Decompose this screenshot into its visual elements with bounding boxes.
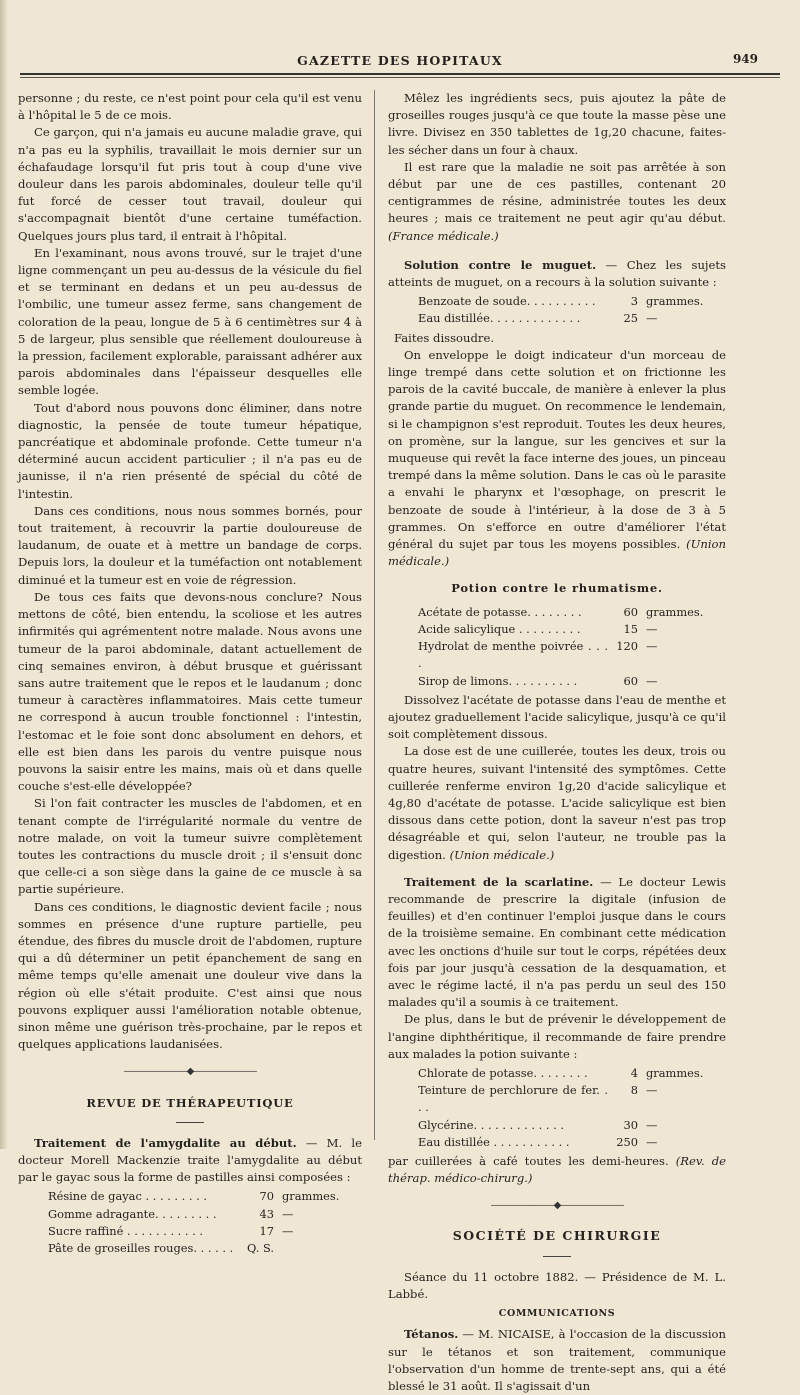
ingredient: Benzoate de soude. . . . . . . . . .	[418, 294, 596, 309]
journal-title: GAZETTE DES HOPITAUX	[297, 53, 503, 68]
section-title-chirurgie: SOCIÉTÉ DE CHIRURGIE	[452, 1227, 662, 1243]
ingredient: Acétate de potasse. . . . . . . .	[418, 604, 582, 619]
paragraph-text: La dose est de une cuillerée, toutes les deux, trois ou quatre heures, suivant l'intensité des symptômes. Cette cuillerée renferme environ 1g,20 d'acide salicylique et 4g,80 d'acétate de potasse. L'acide salicylique est bien dissous dans cette potion, dont la saveur n'est pas trop désagréable et qui, selon l'auteur, ne trouble pas la digestion.	[388, 744, 726, 862]
instruction	[388, 1153, 726, 1187]
subheading-communications: COMMUNICATIONS	[498, 1308, 616, 1320]
article-tetanos	[388, 1326, 726, 1395]
paragraph-text: Il est rare que la maladie ne soit pas arrêtée à son début par une de ces pastilles, contenant 20 centigrammes de résine, administrée toutes les deux heures ; mais ce traitement ne peut agir qu'au début.	[388, 159, 726, 226]
recipe-amygdalite	[18, 1188, 362, 1257]
unit: —	[646, 673, 658, 688]
unit: —	[646, 311, 658, 326]
ingredient: Hydrolat de menthe poivrée . . . .	[418, 639, 608, 671]
recipe-row	[18, 1240, 362, 1257]
paragraph: personne ; du reste, ce n'est point pour cela qu'il est venu à l'hôpital le 5 de ce mois.	[18, 91, 362, 123]
quantity: 17	[259, 1223, 274, 1238]
page-header	[20, 53, 780, 73]
quantity: 25	[623, 311, 638, 326]
paragraph: Si l'on fait contracter les muscles de l'abdomen, et en tenant compte de l'irrégularité normale du ventre de notre malade, on voit la tumeur suivre complètement toutes les contractions du muscle droit ; il s'ensuit donc que celle-ci a son siège dans la gaine de ce muscle à sa partie supérieure.	[18, 796, 362, 897]
recipe-row	[388, 1117, 726, 1134]
recipe-row	[388, 673, 726, 690]
unit: —	[282, 1223, 294, 1238]
paragraph: De plus, dans le but de prévenir le développement de l'angine diphthéritique, il recommande de faire prendre aux malades la potion suivante :	[388, 1012, 726, 1061]
instruction: Faites dissoudre.	[394, 330, 495, 345]
right-column	[388, 90, 726, 1395]
page-number: 949	[732, 52, 758, 66]
source-citation: (Rev. de thérap. médico-chirurg.)	[388, 1153, 727, 1186]
article-lead: Traitement de la scarlatine.	[404, 874, 594, 889]
page-edge-shadow	[0, 0, 8, 1149]
quantity: 250	[616, 1134, 638, 1149]
article-muguet	[388, 257, 726, 291]
paragraph: Dans ces conditions, nous nous sommes bornés, pour tout traitement, à recouvrir la partie douloureuse de laudanum, de ouate et à mettre un bandage de corps. Depuis lors, la douleur et la tuméfaction ont notablement diminué et la tumeur est en voie de régression.	[18, 503, 362, 587]
recipe-row	[388, 1134, 726, 1151]
source-citation: (Union médicale.)	[449, 847, 555, 862]
column-separator	[374, 90, 375, 1140]
recipe-row	[388, 604, 726, 621]
unit: —	[646, 621, 658, 636]
quantity: 8	[630, 1083, 638, 1098]
ingredient: Acide salicylique . . . . . . . . .	[418, 621, 581, 636]
quantity: 3	[630, 294, 638, 309]
recipe-row	[18, 1188, 362, 1205]
ornament-divider: ———————◆———————	[490, 1200, 624, 1212]
section-rule	[176, 1122, 204, 1123]
header-rule	[20, 73, 780, 75]
unit: —	[646, 1117, 658, 1132]
quantity: 70	[259, 1189, 274, 1204]
article-lead: Traitement de l'amygdalite au début.	[34, 1135, 297, 1150]
paragraph: Ce garçon, qui n'a jamais eu aucune maladie grave, qui n'a pas eu la syphilis, travaillait le mois dernier sur un échafaudage lorsqu'il fut pris tout à coup d'une vive douleur dans les parois abdominales, douleur telle qu'il fut forcé de cesser tout travail, douleur qui s'accompagnait bientôt d'une certaine tuméfaction. Quelques jours plus tard, il entrait à l'hôpital.	[18, 125, 362, 243]
recipe-row	[388, 310, 726, 327]
quantity: 60	[623, 604, 638, 619]
recipe-row	[18, 1223, 362, 1240]
article-amygdalite	[18, 1135, 362, 1187]
unit: grammes.	[646, 1065, 704, 1080]
paragraph-text: On enveloppe le doigt indicateur d'un morceau de linge trempé dans cette solution et on frictionne les parois de la cavité buccale, de manière à enlever la plus grande partie du muguet. On recommence le lendemain, si le champignon s'est reproduit. Toutes les deux heures, on promène, sur la langue, sur les gencives et sur la muqueuse qui revêt la face interne des joues, un pinceau trempé dans la même solution. Dans le cas où le parasite a envahi le pharynx et l'œsophage, on prescrit le benzoate de soude à l'intérieur, à la dose de 3 à 5 grammes. On s'efforce en outre d'améliorer l'état général du sujet par tous les moyens possibles.	[388, 347, 726, 552]
left-column	[18, 90, 362, 1259]
seance-line: Séance du 11 octobre 1882. — Présidence de M. L. Labbé.	[388, 1269, 726, 1301]
article-text: — Chez les sujets atteints de muguet, on a recours à la solution suivante :	[388, 257, 726, 290]
unit: grammes.	[646, 294, 704, 309]
paragraph: De tous ces faits que devons-nous conclure? Nous mettons de côté, bien entendu, la scoliose et les autres infirmités qui agrémentent notre malade. Nous avons une tumeur de la paroi abdominale, datant actuellement de cinq semaines environ, à début brusque et guérissant sans autre traitement que le repos et le laudanum ; donc tumeur à caractères inflammatoires. Mais cette tumeur ne correspond à aucun trouble fonctionnel : l'intestin, l'estomac et le foie sont donc absolument en dehors, et elle est bien dans les parois du ventre puisque nous pouvons la saisir entre les mains, mais où et dans quelle couche s'est-elle développée?	[18, 589, 362, 794]
ingredient: Sirop de limons. . . . . . . . . .	[418, 673, 578, 688]
quantity: 30	[623, 1117, 638, 1132]
ingredient: Glycérine. . . . . . . . . . . . .	[418, 1117, 564, 1132]
ingredient: Sucre raffiné . . . . . . . . . . .	[48, 1223, 204, 1238]
recipe-scarlatine	[388, 1065, 726, 1151]
unit: grammes.	[282, 1189, 340, 1204]
article-text: — M. le docteur Morell Mackenzie traite l'amygdalite au début par le gayac sous la forme de pastilles ainsi composées :	[18, 1135, 362, 1185]
ingredient: Eau distillée . . . . . . . . . . .	[418, 1134, 570, 1149]
paragraph: Tout d'abord nous pouvons donc éliminer, dans notre diagnostic, la pensée de toute tumeur hépatique, pancréatique et abdominale profonde. Cette tumeur n'a déterminé aucun accident particulier ; il n'a pas eu de jaunisse, il n'a rien présenté de spécial du côté de l'intestin.	[18, 400, 362, 501]
unit: grammes.	[646, 604, 704, 619]
ingredient: Pâte de groseilles rouges. . . . . .	[48, 1241, 234, 1255]
quantity: 120	[616, 639, 638, 654]
recipe-row	[388, 1065, 726, 1082]
quantity: 43	[259, 1206, 274, 1221]
recipe-row	[18, 1206, 362, 1223]
recipe-row	[388, 1082, 726, 1116]
section-title-therapeutique: REVUE DE THÉRAPEUTIQUE	[86, 1095, 294, 1110]
quantity: Q. S.	[246, 1241, 274, 1255]
ingredient: Eau distillée. . . . . . . . . . . . .	[418, 311, 581, 326]
paragraph: Dissolvez l'acétate de potasse dans l'eau de menthe et ajoutez graduellement l'acide salicylique, jusqu'à ce qu'il soit complètement dissous.	[388, 692, 726, 742]
article-text: — M. NICAISE, à l'occasion de la discussion sur le tétanos et son traitement, communique l'observation d'un homme de trente-sept ans, qui a été blessé le 31 août. Il s'agissait d'un	[388, 1327, 726, 1394]
paragraph: Mêlez les ingrédients secs, puis ajoutez la pâte de groseilles rouges jusqu'à ce que toute la masse pèse une livre. Divisez en 350 tablettes de 1g,20 chacune, faites-les sécher dans un four à chaux.	[388, 91, 726, 157]
ingredient: Gomme adragante. . . . . . . . .	[48, 1206, 217, 1221]
unit: —	[646, 639, 658, 654]
paragraph: En l'examinant, nous avons trouvé, sur le trajet d'une ligne commençant un peu au-dessus de la vésicule du fiel et se terminant en dedans et un peu au-dessus de l'ombilic, une tumeur assez ferme, sans changement de coloration de la peau, longue de 5 à 6 centimètres sur 4 à 5 de largeur, plus sensible que réellement douloureuse à la pression, facilement explorable, paraissant adhérer aux parois abdominales dans l'épaisseur desquelles elle semble logée.	[18, 245, 362, 398]
article-lead: Solution contre le muguet.	[404, 257, 597, 272]
unit: —	[646, 1083, 658, 1098]
quantity: 15	[623, 621, 638, 636]
recipe-row	[388, 293, 726, 310]
paragraph	[388, 159, 726, 245]
article-scarlatine	[388, 874, 726, 1012]
recipe-row	[388, 621, 726, 638]
paragraph	[388, 743, 726, 863]
unit: —	[282, 1206, 294, 1221]
unit: —	[646, 1134, 658, 1149]
instruction-text: par cuillerées à café toutes les demi-heures.	[388, 1153, 669, 1168]
header-rule-thin	[20, 77, 780, 78]
ingredient: Chlorate de potasse. . . . . . . .	[418, 1065, 588, 1080]
section-rule	[543, 1256, 571, 1257]
article-text: — Le docteur Lewis recommande de prescrire la digitale (infusion de feuilles) et d'en continuer l'emploi jusque dans le cours de la troisième semaine. En combinant cette médication avec les onctions d'huile sur tout le corps, répétées deux fois par jour jusqu'à cessation de la desquamation, et avec le régime lacté, il n'a pas perdu un seul des 150 malades qu'il a soumis à ce traitement.	[388, 874, 726, 1010]
quantity: 60	[623, 673, 638, 688]
paragraph: Dans ces conditions, le diagnostic devient facile ; nous sommes en présence d'une rupture partielle, peu étendue, des fibres du muscle droit de l'abdomen, rupture qui a dû déterminer un petit épanchement de sang en même temps qu'elle amenait une douleur vive dans la région où elle s'était produite. C'est ainsi que nous pouvons expliquer aussi l'amélioration notable obtenue, sinon même une guérison très-prochaine, par le repos et quelques applications laudanisées.	[18, 899, 362, 1052]
article-lead: Tétanos.	[404, 1327, 459, 1342]
recipe-row	[388, 638, 726, 672]
recipe-muguet	[388, 293, 726, 327]
source-citation: (France médicale.)	[388, 228, 499, 243]
ornament-divider: ———————◆———————	[123, 1066, 257, 1078]
article-title-rhumatisme: Potion contre le rhumatisme.	[451, 581, 663, 596]
paragraph	[388, 347, 726, 571]
recipe-rhumatisme	[388, 604, 726, 690]
quantity: 4	[630, 1065, 638, 1080]
ingredient: Teinture de perchlorure de fer. . . .	[418, 1083, 608, 1115]
ingredient: Résine de gayac . . . . . . . . .	[48, 1189, 208, 1204]
source-citation: (Union médicale.)	[388, 537, 726, 569]
unit	[274, 1240, 282, 1257]
